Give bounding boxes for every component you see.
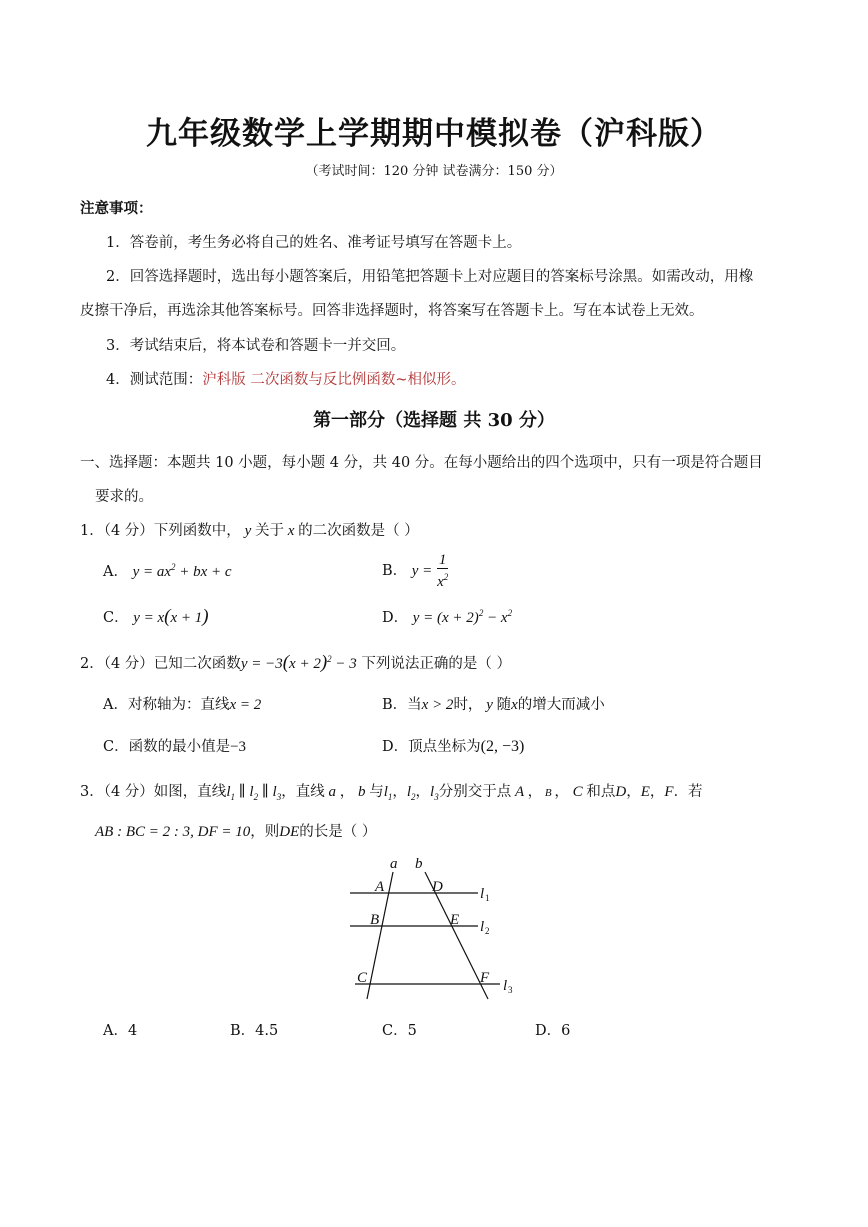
label-E: E: [450, 912, 460, 928]
question-2-option-a[interactable]: A．对称轴为：直线x = 2: [103, 697, 262, 713]
label-C: C: [357, 970, 368, 986]
label-l1: l: [480, 886, 485, 902]
svg-text:2: 2: [485, 926, 490, 936]
notice-heading: 注意事项：: [80, 200, 153, 217]
notice-item-4: [106, 368, 466, 389]
question-3-option-c[interactable]: C．5: [382, 1023, 417, 1039]
label-A: A: [375, 879, 385, 895]
question-1-option-b[interactable]: B． y = $\frac{1}{x^2}$: [382, 552, 449, 590]
notice-item-1: 1．答卷前，考生务必将自己的姓名、准考证号填写在答题卡上。: [106, 235, 522, 251]
question-2-stem: 2．（4 分）已知二次函数$y = -3(x + 2)^2 - 3$ 下列说法正确的是（ ）: [80, 652, 511, 673]
question-2-option-d[interactable]: D．顶点坐标为(2, −3): [382, 738, 525, 755]
part1-instructions: 一、选择题：本题共 10 小题，每小题 4 分，共 40 分。在每小题给出的四个选项中，只有一项是符合题目: [80, 455, 763, 471]
label-l3: l: [503, 978, 508, 994]
question-2-option-b[interactable]: B．当x > 2时， y 随x的增大而减小: [382, 697, 605, 713]
question-3-option-a[interactable]: A．4: [103, 1023, 138, 1039]
svg-text:1: 1: [485, 893, 490, 903]
notice-item-4-prefix: 4．测试范围：: [106, 372, 203, 388]
label-a: a: [390, 856, 398, 872]
notice-item-2-cont: 皮擦干净后，再选涂其他答案标号。回答非选择题时，将答案写在答题卡上。写在本试卷上无效。: [80, 303, 704, 319]
page-title: 九年级数学上学期期中模拟卷（沪科版）: [146, 116, 722, 152]
part1-instructions-cont: 要求的。: [95, 489, 153, 505]
notice-item-3: 3．考试结束后，将本试卷和答题卡一并交回。: [106, 338, 406, 354]
label-l2: l: [480, 919, 485, 935]
question-3-option-b[interactable]: B．4.5: [230, 1023, 279, 1039]
test-range: 沪科版 二次函数与反比例函数~相似形。: [202, 372, 466, 388]
parallel-lines-figure: [350, 852, 530, 1012]
label-B: B: [370, 912, 380, 928]
question-1-option-a[interactable]: A． $y = ax^2$ + bx + c: [103, 562, 232, 580]
label-D: D: [432, 879, 443, 895]
question-3-option-d[interactable]: D．6: [535, 1023, 571, 1039]
exam-info: （考试时间：120 分钟 试卷满分：150 分）: [305, 164, 563, 179]
svg-text:3: 3: [508, 985, 513, 995]
notice-item-2: 2．回答选择题时，选出每小题答案后，用铅笔把答题卡上对应题目的答案标号涂黑。如需改动，用橡: [106, 269, 754, 285]
question-1-stem: 1．（4 分）下列函数中， y 关于 x 的二次函数是（ ）: [80, 523, 419, 539]
question-1-option-d[interactable]: D． $y = (x + 2)^2 - x^2$: [382, 608, 513, 626]
question-3-stem: 3．（4 分）如图，直线$l_1$ ∥ $l_2$ ∥ $l_3$，直线 a ， b 与$l_1$，$l_2$，$l_3$分别交于点 A ， B ， C 和点D，E，F．若: [80, 784, 703, 802]
question-2-option-c[interactable]: C．函数的最小值是−3: [103, 739, 247, 755]
question-3-stem-cont: AB : BC = 2 : 3, DF = 10，则DE的长是（ ）: [95, 824, 377, 840]
section-title: 第一部分（选择题 共 30 分）: [313, 410, 555, 431]
label-b: b: [415, 856, 423, 872]
question-1-option-c[interactable]: C． y = x(x + 1): [103, 606, 209, 627]
label-F: F: [480, 970, 490, 986]
